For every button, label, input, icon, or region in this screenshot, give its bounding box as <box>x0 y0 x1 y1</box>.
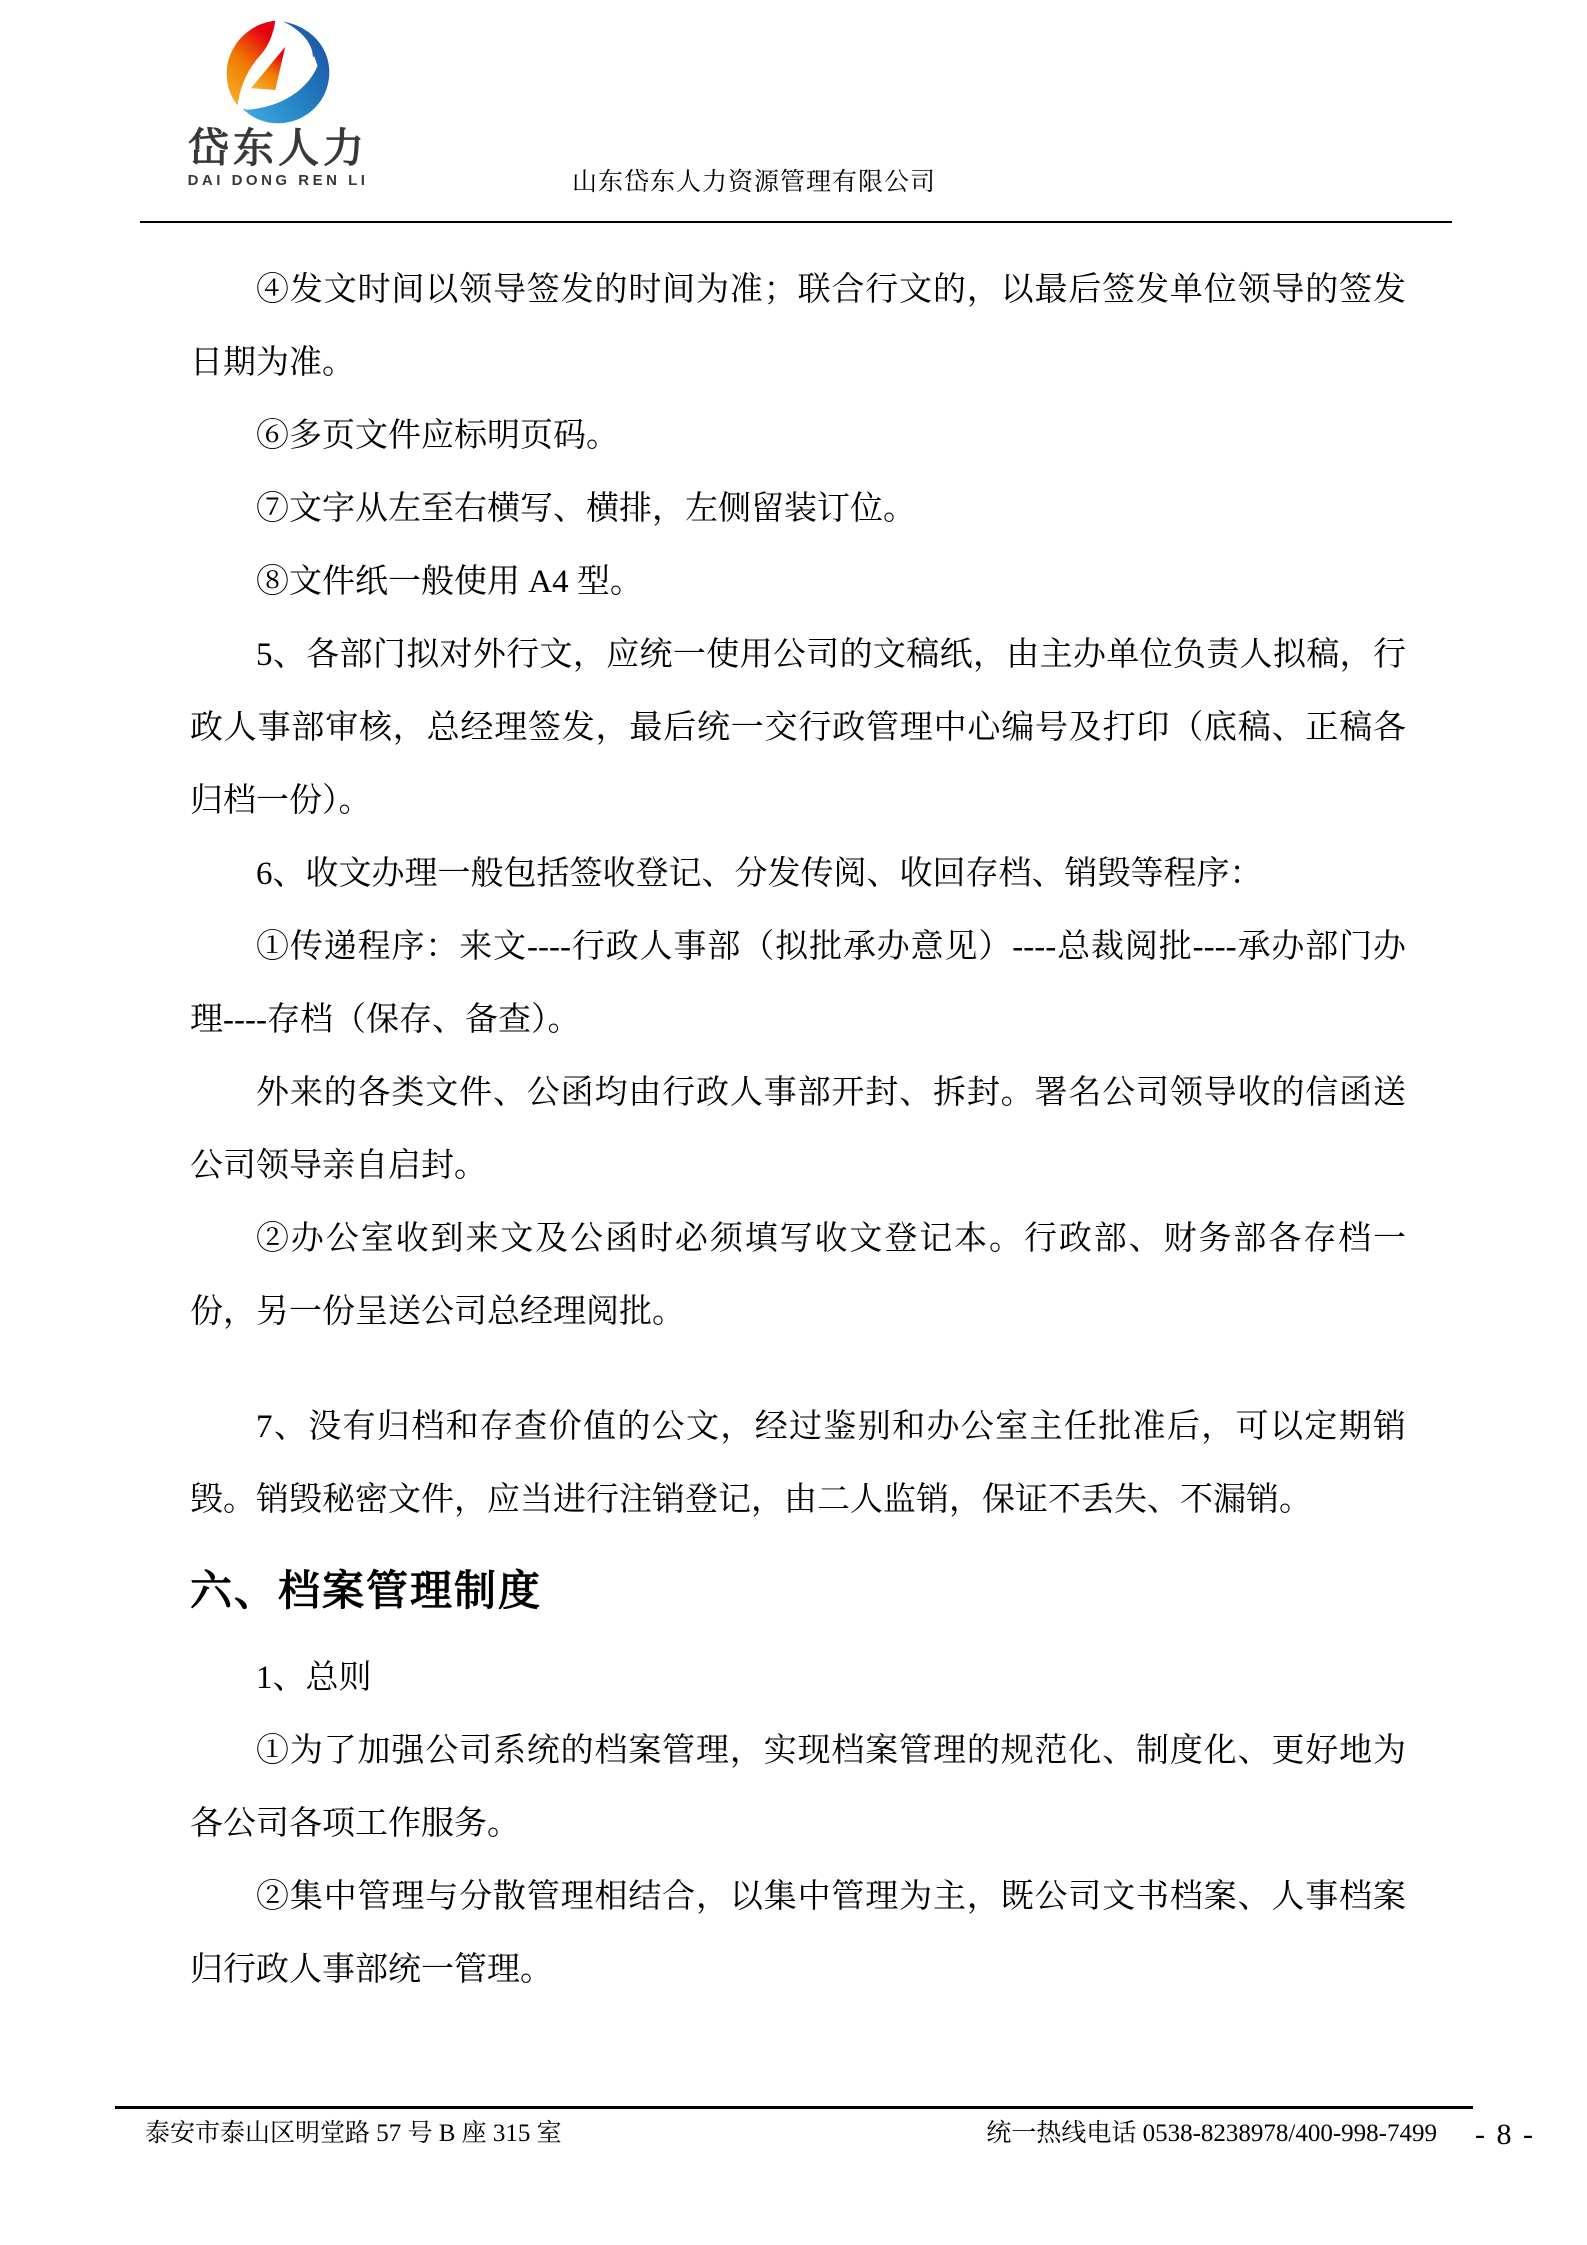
body-paragraph: ②办公室收到来文及公函时必须填写收文登记本。行政部、财务部各存档一份，另一份呈送公司总经理阅批。 <box>190 1221 1406 1330</box>
header-divider <box>140 221 1452 223</box>
body-paragraph: ②集中管理与分散管理相结合，以集中管理为主，既公司文书档案、人事档案归行政人事部统一管理。 <box>190 1879 1406 1989</box>
logo-mark-icon <box>224 18 332 126</box>
body-paragraph: 5、各部门拟对外行文，应统一使用公司的文稿纸，由主办单位负责人拟稿，行政人事部审核，总经理签发，最后统一交行政管理中心编号及打印（底稿、正稿各归档一份）。 <box>190 637 1406 819</box>
page-number: - 8 - <box>1475 2118 1535 2151</box>
body-paragraph: ①传递程序：来文----行政人事部（拟批承办意见）----总裁阅批----承办部门办理----存档（保存、备查）。 <box>190 929 1406 1038</box>
footer-address: 泰安市泰山区明堂路 57 号 B 座 315 室 <box>145 2120 562 2147</box>
body-paragraph: 外来的各类文件、公函均由行政人事部开封、拆封。署名公司领导收的信函送公司领导亲自启封。 <box>190 1075 1406 1184</box>
footer-divider <box>115 2106 1473 2109</box>
body-paragraph: 7、没有归档和存查价值的公文，经过鉴别和办公室主任批准后，可以定期销毁。销毁秘密文件，应当进行注销登记，由二人监销，保证不丢失、不漏销。 <box>190 1409 1406 1518</box>
body-paragraph: 6、收文办理一般包括签收登记、分发传阅、收回存档、销毁等程序： <box>256 856 1263 892</box>
body-paragraph: ⑥多页文件应标明页码。 <box>256 418 619 454</box>
document-body <box>190 254 1406 2007</box>
company-logo <box>178 18 378 189</box>
body-paragraph: ④发文时间以领导签发的时间为准；联合行文的，以最后签发单位领导的签发日期为准。 <box>190 272 1406 381</box>
body-paragraph: ①为了加强公司系统的档案管理，实现档案管理的规范化、制度化、更好地为各公司各项工作服务。 <box>190 1733 1406 1843</box>
company-name: 山东岱东人力资源管理有限公司 <box>572 169 937 196</box>
logo-chinese-name: 岱东人力 <box>188 125 368 171</box>
logo-english-name: DAI DONG REN LI <box>187 172 369 189</box>
body-paragraph: ⑧文件纸一般使用 A4 型。 <box>256 564 643 600</box>
footer-hotline: 统一热线电话 0538-8238978/400-998-7499 <box>986 2120 1437 2147</box>
body-paragraph: 1、总则 <box>256 1660 372 1697</box>
section-heading: 六、档案管理制度 <box>190 1569 543 1615</box>
document-footer <box>145 2113 1437 2149</box>
body-paragraph: ⑦文字从左至右横写、横排，左侧留装订位。 <box>256 491 916 527</box>
